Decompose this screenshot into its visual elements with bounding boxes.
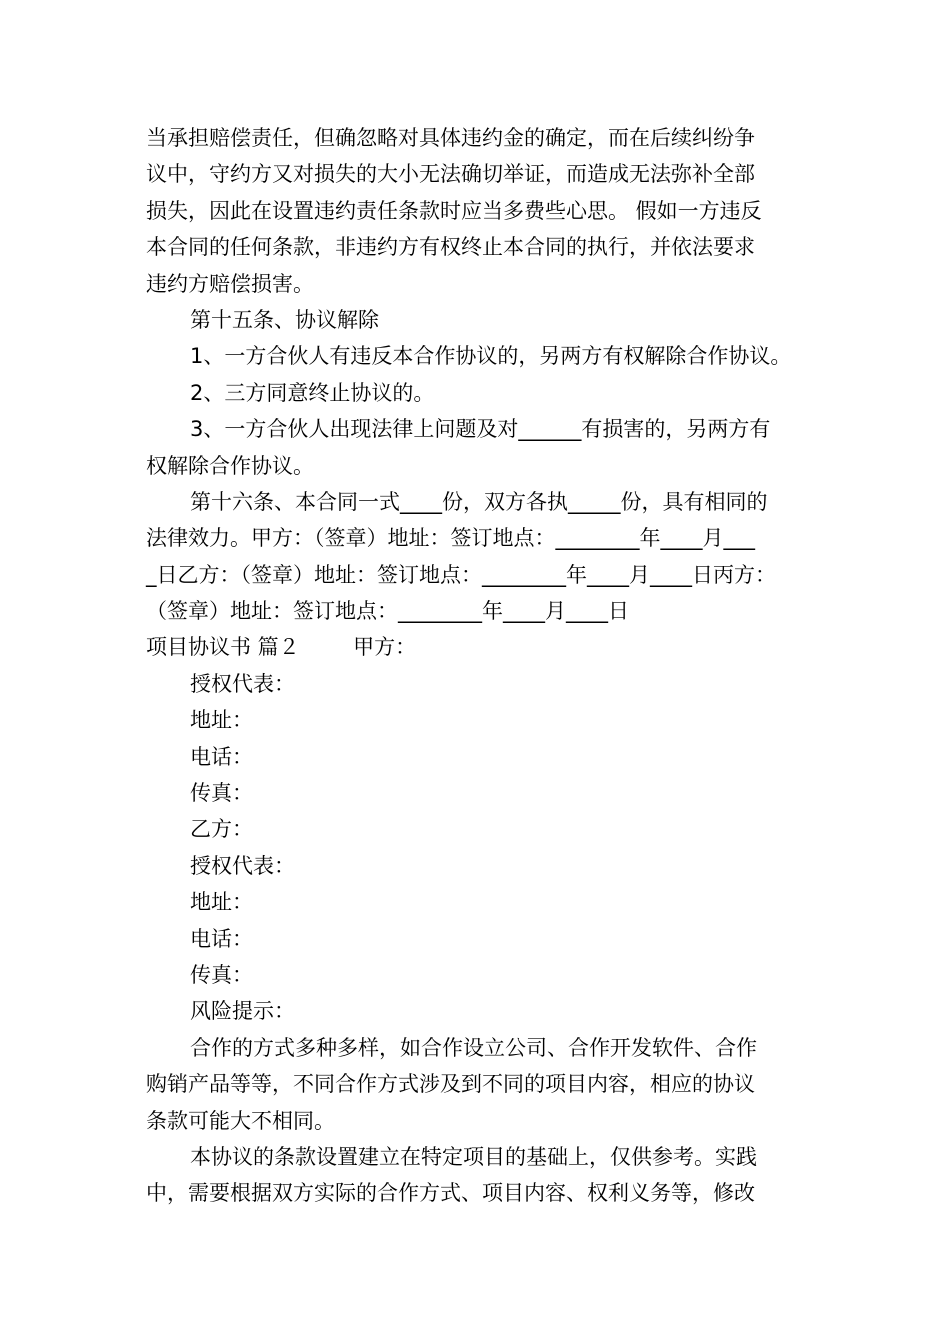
field-label: 授权代表： (190, 671, 295, 696)
text-line: 损失，因此在设置违约责任条款时应当多费些心思。 假如一方违反 (146, 198, 762, 223)
field-label: 传真： (190, 962, 253, 987)
risk-notice-heading: 风险提示： (190, 999, 295, 1024)
field-label: 电话： (190, 744, 253, 769)
text-line: 1、一方合伙人有违反本合作协议的，另两方有权解除合作协议。 (190, 344, 792, 369)
text-line: 本协议的条款设置建立在特定项目的基础上，仅供参考。实践 (190, 1144, 757, 1169)
text-line: _日乙方：（签章）地址：签订地点：________年____月____日丙方： (146, 562, 776, 587)
text-line: 议中，守约方又对损失的大小无法确切举证，而造成无法弥补全部 (146, 162, 755, 187)
field-label: 授权代表： (190, 853, 295, 878)
field-label: 地址： (190, 890, 253, 915)
field-label: 传真： (190, 781, 253, 806)
section-heading-sixteen: 第十六条、本合同一式____份，双方各执_____份，具有相同的 (190, 489, 768, 514)
text-line: 权解除合作协议。 (146, 453, 314, 478)
text-line: 条款可能大不相同。 (146, 1108, 335, 1133)
article-title: 项目协议书 篇２ 甲方： (146, 635, 417, 660)
text-line: 违约方赔偿损害。 (146, 271, 314, 296)
field-label: 乙方： (190, 817, 253, 842)
text-line: 2、三方同意终止协议的。 (190, 380, 435, 405)
text-line: 本合同的任何条款，非违约方有权终止本合同的执行，并依法要求 (146, 235, 755, 260)
document-body (146, 120, 814, 1212)
text-line: 3、一方合伙人出现法律上问题及对______有损害的，另两方有 (190, 417, 771, 442)
text-line: （签章）地址：签订地点：________年____月____日 (146, 599, 629, 624)
field-label: 电话： (190, 926, 253, 951)
text-line: 法律效力。甲方：（签章）地址：签订地点：________年____月___ (146, 526, 755, 551)
text-line: 合作的方式多种多样，如合作设立公司、合作开发软件、合作 (190, 1035, 757, 1060)
text-line: 当承担赔偿责任，但确忽略对具体违约金的确定，而在后续纠纷争 (146, 126, 755, 150)
field-label: 地址： (190, 708, 253, 733)
text-line: 购销产品等等，不同合作方式涉及到不同的项目内容，相应的协议 (146, 1072, 755, 1097)
text-line: 中，需要根据双方实际的合作方式、项目内容、权利义务等，修改 (146, 1181, 755, 1206)
section-heading-fifteen: 第十五条、协议解除 (190, 307, 379, 332)
